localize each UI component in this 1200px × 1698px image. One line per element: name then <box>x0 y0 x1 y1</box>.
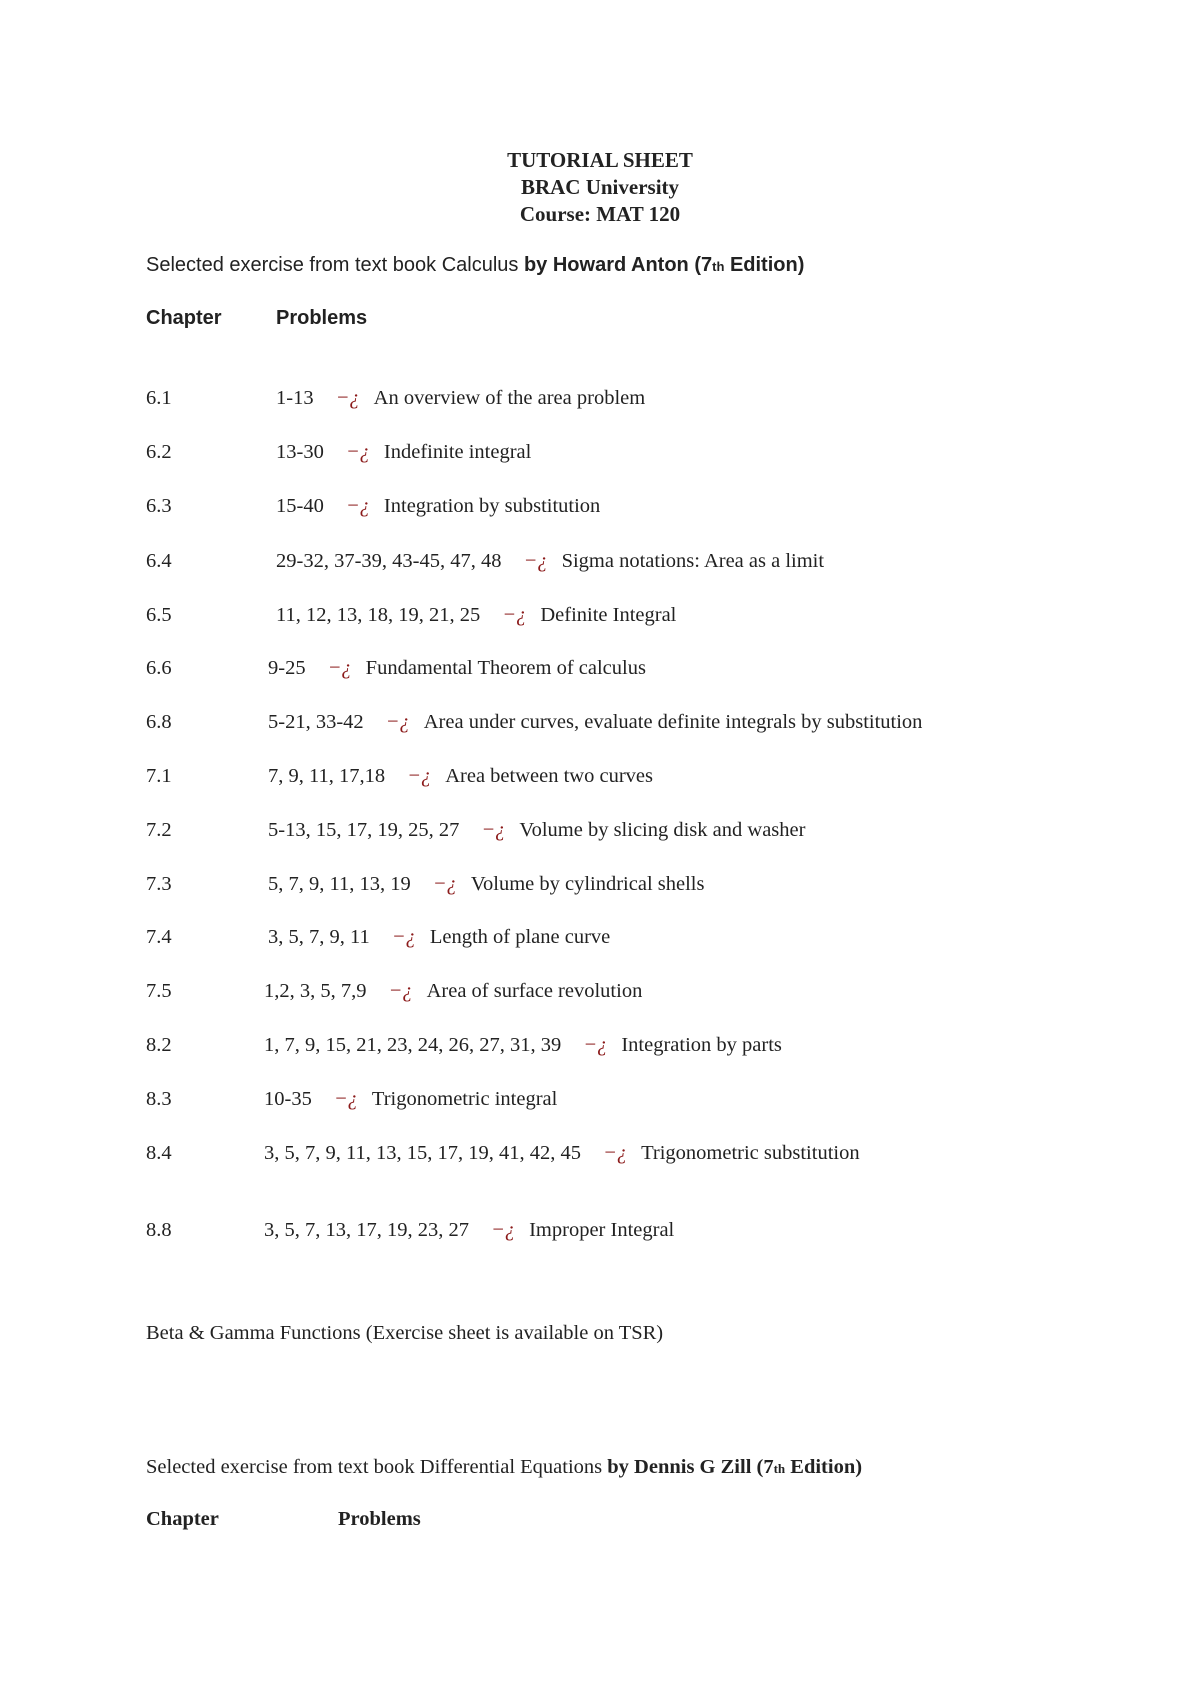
arrow-glyph: −¿ <box>603 1142 628 1164</box>
problem-row <box>0 1219 1200 1249</box>
calculus-intro-author: by Howard Anton (7 <box>523 254 713 276</box>
problem-row <box>0 980 1200 1010</box>
problem-numbers: 3, 5, 7, 9, 11, 13, 15, 17, 19, 41, 42, 45 <box>264 1142 581 1164</box>
topic-title: Area under curves, evaluate definite integrals by substitution <box>423 711 923 733</box>
topic-title: An overview of the area problem <box>373 387 646 409</box>
problem-numbers: 7, 9, 11, 17,18 <box>268 765 386 787</box>
problem-row <box>0 819 1200 849</box>
arrow-glyph: −¿ <box>481 819 506 841</box>
arrow-glyph: −¿ <box>391 926 416 948</box>
topic-title: Area of surface revolution <box>426 980 643 1002</box>
problem-row <box>0 1088 1200 1118</box>
chapter-number: 6.4 <box>146 550 172 572</box>
problem-row <box>0 387 1200 417</box>
calculus-intro <box>146 254 804 277</box>
beta-gamma-note: Beta & Gamma Functions (Exercise sheet is available on TSR) <box>146 1322 664 1344</box>
problem-entry <box>264 1088 557 1111</box>
chapter-number: 6.3 <box>146 495 172 517</box>
problem-numbers: 9-25 <box>268 657 306 679</box>
problem-numbers: 5-13, 15, 17, 19, 25, 27 <box>268 819 460 841</box>
chapter-number: 8.2 <box>146 1034 172 1056</box>
topic-title: Fundamental Theorem of calculus <box>365 657 646 679</box>
problem-entry <box>268 873 704 896</box>
problem-numbers: 5-21, 33-42 <box>268 711 364 733</box>
chapter-number: 8.3 <box>146 1088 172 1110</box>
problem-entry <box>268 926 610 949</box>
chapter-number: 8.8 <box>146 1219 172 1241</box>
problem-numbers: 13-30 <box>276 441 324 463</box>
problem-numbers: 3, 5, 7, 13, 17, 19, 23, 27 <box>264 1219 469 1241</box>
topic-title: Integration by substitution <box>383 495 601 517</box>
arrow-glyph: −¿ <box>385 711 410 733</box>
problem-row <box>0 926 1200 956</box>
arrow-glyph: −¿ <box>407 765 432 787</box>
diffeq-intro-text: Selected exercise from text book Differential Equations <box>146 1456 608 1478</box>
problem-entry <box>264 980 642 1003</box>
diffeq-column-header-problems: Problems <box>338 1508 421 1530</box>
topic-title: Improper Integral <box>529 1219 675 1241</box>
chapter-number: 6.6 <box>146 657 172 679</box>
topic-title: Volume by cylindrical shells <box>470 873 705 895</box>
chapter-number: 6.8 <box>146 711 172 733</box>
problem-entry <box>276 441 531 464</box>
chapter-number: 7.3 <box>146 873 172 895</box>
chapter-number: 6.2 <box>146 441 172 463</box>
chapter-number: 7.4 <box>146 926 172 948</box>
problem-entry <box>276 495 600 518</box>
problem-row <box>0 604 1200 634</box>
university-name: BRAC University <box>520 175 680 199</box>
problem-entry <box>264 1034 782 1057</box>
problem-numbers: 1-13 <box>276 387 314 409</box>
problem-row <box>0 873 1200 903</box>
arrow-glyph: −¿ <box>583 1034 608 1056</box>
arrow-glyph: −¿ <box>335 387 360 409</box>
arrow-glyph: −¿ <box>502 604 527 626</box>
problem-entry <box>268 819 805 842</box>
topic-title: Sigma notations: Area as a limit <box>561 550 825 572</box>
problem-entry <box>264 1219 674 1242</box>
topic-title: Integration by parts <box>621 1034 782 1056</box>
arrow-glyph: −¿ <box>333 1088 358 1110</box>
chapter-number: 6.5 <box>146 604 172 626</box>
problem-numbers: 1, 7, 9, 15, 21, 23, 24, 26, 27, 31, 39 <box>264 1034 562 1056</box>
problem-numbers: 11, 12, 13, 18, 19, 21, 25 <box>276 604 481 626</box>
chapter-number: 7.2 <box>146 819 172 841</box>
problem-entry <box>268 765 653 788</box>
problem-numbers: 3, 5, 7, 9, 11 <box>268 926 370 948</box>
problem-numbers: 1,2, 3, 5, 7,9 <box>264 980 367 1002</box>
calculus-intro-text: Selected exercise from text book Calculus <box>146 254 524 276</box>
calculus-intro-sup: th <box>712 259 725 274</box>
problem-row <box>0 495 1200 525</box>
chapter-number: 7.5 <box>146 980 172 1002</box>
topic-title: Indefinite integral <box>383 441 532 463</box>
problem-row <box>0 1034 1200 1064</box>
course-name: Course: MAT 120 <box>519 202 681 226</box>
chapter-number: 8.4 <box>146 1142 172 1164</box>
problem-entry <box>276 550 824 573</box>
column-header-problems: Problems <box>276 307 368 329</box>
problem-row <box>0 657 1200 687</box>
arrow-glyph: −¿ <box>388 980 413 1002</box>
arrow-glyph: −¿ <box>432 873 457 895</box>
topic-title: Trigonometric integral <box>371 1088 558 1110</box>
topic-title: Trigonometric substitution <box>641 1142 860 1164</box>
chapter-number: 6.1 <box>146 387 172 409</box>
topic-title: Definite Integral <box>540 604 677 626</box>
topic-title: Area between two curves <box>445 765 653 787</box>
problem-entry <box>276 604 676 627</box>
topic-title: Volume by slicing disk and washer <box>519 819 806 841</box>
problem-numbers: 5, 7, 9, 11, 13, 19 <box>268 873 411 895</box>
problem-row <box>0 765 1200 795</box>
problem-row <box>0 441 1200 471</box>
diffeq-intro-edition: Edition) <box>785 1456 863 1478</box>
problem-row <box>0 1142 1200 1172</box>
arrow-glyph: −¿ <box>345 441 370 463</box>
arrow-glyph: −¿ <box>523 550 548 572</box>
arrow-glyph: −¿ <box>491 1219 516 1241</box>
problem-entry <box>268 711 922 734</box>
problem-row <box>0 711 1200 741</box>
problem-entry <box>264 1142 860 1165</box>
diffeq-intro <box>146 1456 862 1479</box>
arrow-glyph: −¿ <box>327 657 352 679</box>
diffeq-intro-sup: th <box>773 1461 786 1476</box>
title: TUTORIAL SHEET <box>507 148 693 172</box>
diffeq-column-header-chapter: Chapter <box>146 1508 219 1530</box>
problem-entry <box>268 657 646 680</box>
calculus-intro-edition: Edition) <box>724 254 805 276</box>
problem-entry <box>276 387 645 410</box>
diffeq-intro-author: by Dennis G Zill (7 <box>607 1456 774 1478</box>
chapter-number: 7.1 <box>146 765 172 787</box>
topic-title: Length of plane curve <box>429 926 611 948</box>
problem-numbers: 10-35 <box>264 1088 312 1110</box>
problem-numbers: 15-40 <box>276 495 324 517</box>
problem-row <box>0 550 1200 580</box>
problem-numbers: 29-32, 37-39, 43-45, 47, 48 <box>276 550 502 572</box>
column-header-chapter: Chapter <box>146 307 222 329</box>
arrow-glyph: −¿ <box>345 495 370 517</box>
